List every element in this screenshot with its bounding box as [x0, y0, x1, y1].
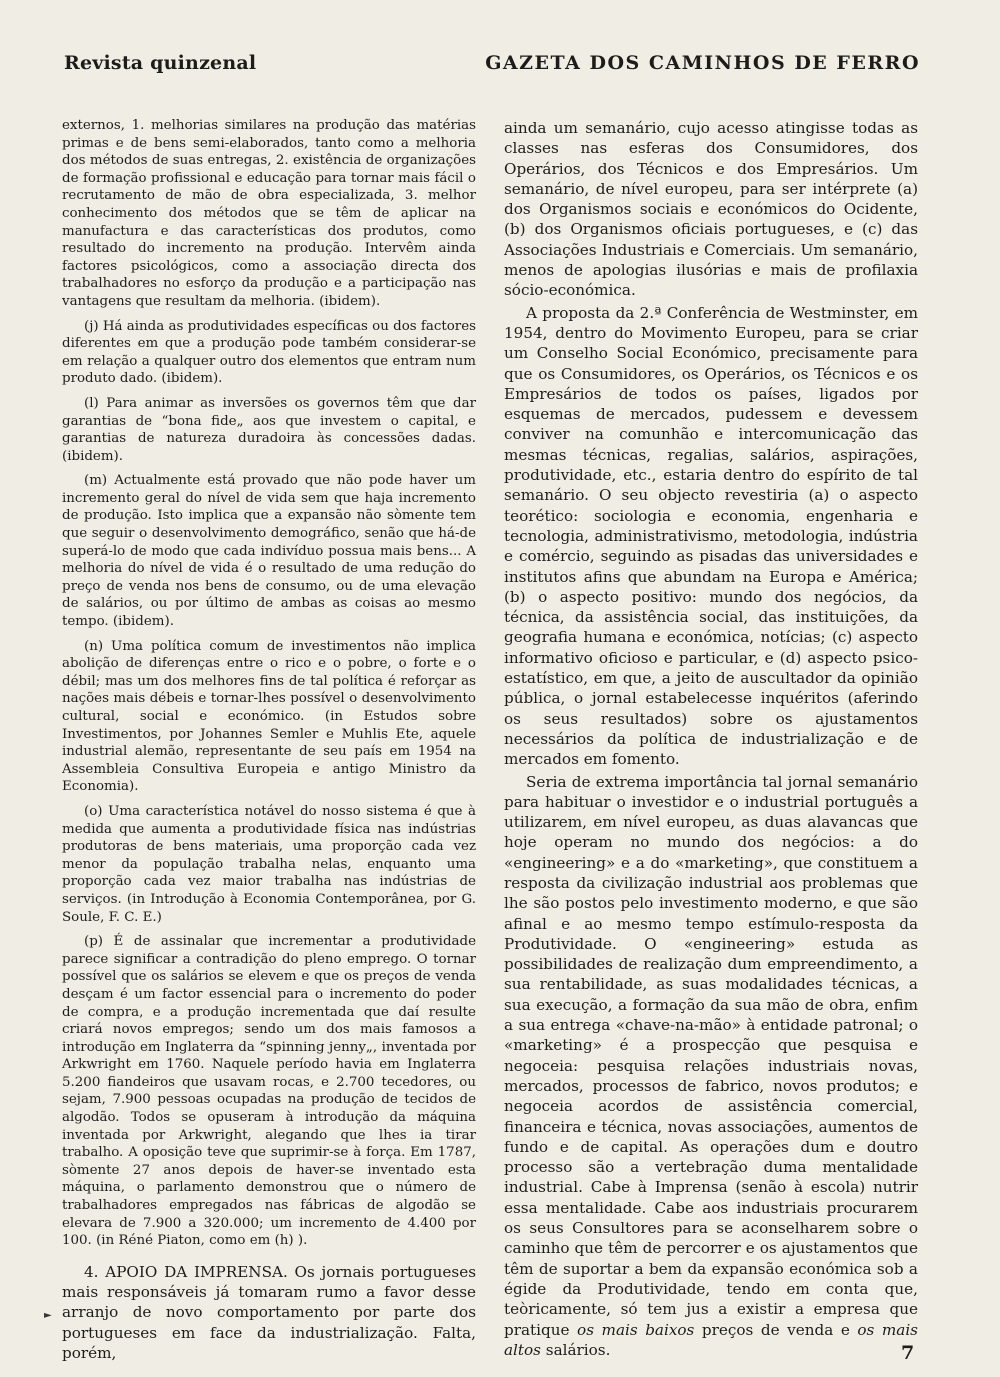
paragraph-weekly: ainda um semanário, cujo acesso atingisse todas as classes nas esferas dos Consumidores, dos Operários, dos Técnicos e dos Empresários. Um semanário, de nível europeu, para ser intérprete (a) dos Organismos sociais e económicos do Ocidente, (b) dos Organismos oficiais portugueses, e (c) das Associações Industriais e Comerciais. Um semanário, menos de apologias ilusórias e mais de profilaxia sócio-económica.	[504, 119, 918, 300]
paragraph-westminster: A proposta da 2.ª Conferência de Westminster, em 1954, dentro do Movimento Europeu, para se criar um Conselho Social Económico, precisamente para que os Consumidores, os Operários, os Técnicos e os Empresários de todos os países, ligados por esquemas de mercados, pudessem e devessem conviver na comunhão e intercomunicação das mesmas técnicas, regalias, salários, aspirações, produtividade, etc., estaria dentro do espírito de tal semanário. O seu objecto revestiria (a) o aspecto teorético: sociologia e economia, engenharia e tecnologia, administrativismo, metodologia, indústria e comércio, seguindo as pisadas das universidades e institutos afins que abundam na Europa e América; (b) o aspecto positivo: mundo dos negócios, da técnica, da assistência social, das instituições, da geografia humana e económica, notícias; (c) aspecto informativo oficioso e particular, e (d) aspecto psico-estatístico, em que, a jeito de auscultador da opinião pública, o jornal estabelecesse inquéritos (aferindo os seus resultados) sobre os ajustamentos necessários da política de industrialização e de mercados em fomento.	[504, 303, 918, 769]
paragraph-engineering-marketing: Seria de extrema importância tal jornal semanário para habituar o investidor e o industrial português a utilizarem, em nível europeu, as duas alavancas que hoje operam no mundo dos negócios: a do «engineering» e a do «marketing», que constituem a resposta da civilização industrial aos problemas que lhe são postos pelo investimento moderno, e que são afinal e ao mesmo tempo estímulo-resposta da Produtividade. O «engineering» estuda as possibilidades de realização dum empreendimento, a sua rentabilidade, as suas modalidades técnicas, a sua execução, a formação da sua mão de obra, enfim a sua entrega «chave-na-mão» à entidade patronal; o «marketing» é a prospecção que pesquisa e negoceia: pesquisa relações industriais novas, mercados, processos de fabrico, novos produtos; e negoceia acordos de assistência comercial, financeira e técnica, novas associações, aumentos de fundo e de capital. As operações dum e doutro processo são a vertebração duma mentalidade industrial. Cabe à Imprensa (senão à escola) nutrir essa mentalidade. Cabe aos industriais procurarem os seus Consultores para se aconselharem sobre o caminho que têm de percorrer e os ajustamentos que têm de suportar a bem da expansão económica sob a égide da Produtividade, tendo em conta que, teòricamente, só tem jus a existir a empresa que pratique os mais baixos preços de venda e os mais altos salários.	[504, 772, 918, 1359]
paragraph-intro: externos, 1. melhorias similares na produção das matérias primas e de bens semi-elaborados, tanto como a melhoria dos métodos de suas entregas, 2. existência de organizações de formação profissional e educação para tornar mais fácil o recrutamento de mão de obra especializada, 3. melhor conhecimento dos métodos que se têm de aplicar na manufactura e das características dos produtos, como resultado do incremento na produção. Intervêm ainda factores psicológicos, como a associação directa dos trabalhadores no esforço da produção e a participação nas vantagens que resultam da melhoria. (ibidem).	[62, 118, 476, 309]
paragraph-o: (o) Uma característica notável do nosso sistema é que à medida que aumenta a produtividade física nas indústrias produtoras de bens materiais, uma proporção cada vez menor da população trabalha nelas, enquanto uma proporção cada vez maior trabalha nas indústrias de serviços. (in Introdução à Economia Contemporânea, por G. Soule, F. C. E.)	[62, 803, 476, 925]
paragraph-m: (m) Actualmente está provado que não pode haver um incremento geral do nível de vida sem que haja incremento de produção. Isto implica que a expansão não sòmente tem que seguir o desenvolvimento demográfico, senão que há-de superá-lo de modo que cada indivíduo possua mais bens... A melhoria do nível de vida é o resultado de uma redução do preço de venda nos bens de consumo, ou de uma elevação de salários, ou por último de ambas as coisas ao mesmo tempo. (ibidem).	[62, 473, 476, 630]
section-4-press-support: 4. APOIO DA IMPRENSA. Os jornais portugueses mais responsáveis já tomaram rumo a favor desse arranjo de novo comportamento por parte dos portugueses em face da industrialização. Falta, porém,	[62, 1262, 476, 1362]
paragraph-p: (p) É de assinalar que incrementar a produtividade parece significar a contradição do pleno emprego. O tornar possível que os salários se elevem e que os preços de venda desçam é um factor essencial para o incremento do poder de compra, e a produção incrementada que daí resulte criará novos empregos; sendo um dos mais famosos a introdução em Inglaterra da “spinning jenny„, inventada por Arkwright em 1760. Naquele período havia em Inglaterra 5.200 fiandeiros que usavam rocas, e 2.700 tecedores, ou sejam, 7.900 pessoas ocupadas na produção de tecidos de algodão. Todos se opuseram à introdução da máquina inventada por Arkwright, alegando que lhes ia tirar trabalho. A oposição teve que suprimir-se à força. Em 1787, sòmente 27 anos depois de haver-se inventado esta máquina, o parlamento demonstrou que o número de trabalhadores empregados nas fábricas de algodão se elevara de 7.900 a 320.000; um incremento de 4.400 por 100. (in Réné Piaton, como em (h) ).	[62, 934, 476, 1249]
running-header-title: GAZETA DOS CAMINHOS DE FERRO	[485, 52, 920, 74]
margin-mark: ►	[44, 1310, 52, 1321]
paragraph-j: (j) Há ainda as produtividades específicas ou dos factores diferentes em que a produção pode também considerar-se em relação a qualquer outro dos elementos que entram num produto dado. (ibidem).	[62, 318, 476, 387]
emphasis-highest: os mais altos	[504, 1320, 918, 1359]
left-column	[62, 117, 476, 1363]
paragraph-l: (l) Para animar as inversões os governos têm que dar garantias de “bona fide„ aos que investem o capital, e garantias de natureza duradoira às concessões dadas. (ibidem).	[62, 395, 476, 464]
right-column	[504, 118, 918, 1360]
paragraph-n: (n) Uma política comum de investimentos não implica abolição de diferenças entre o rico e o pobre, o forte e o débil; mas um dos melhores fins de tal política é reforçar as nações mais débeis e tornar-lhes possível o desenvolvimento cultural, social e económico. (in Estudos sobre Investimentos, por Johannes Semler e Muhlis Ete, aquele industrial alemão, representante de seu país em 1954 na Assembleia Consultiva Europeia e antigo Ministro da Economia).	[62, 638, 476, 795]
emphasis-lowest: os mais baixos	[577, 1320, 695, 1339]
page-number: 7	[901, 1342, 915, 1364]
running-header-left: Revista quinzenal	[64, 52, 257, 74]
